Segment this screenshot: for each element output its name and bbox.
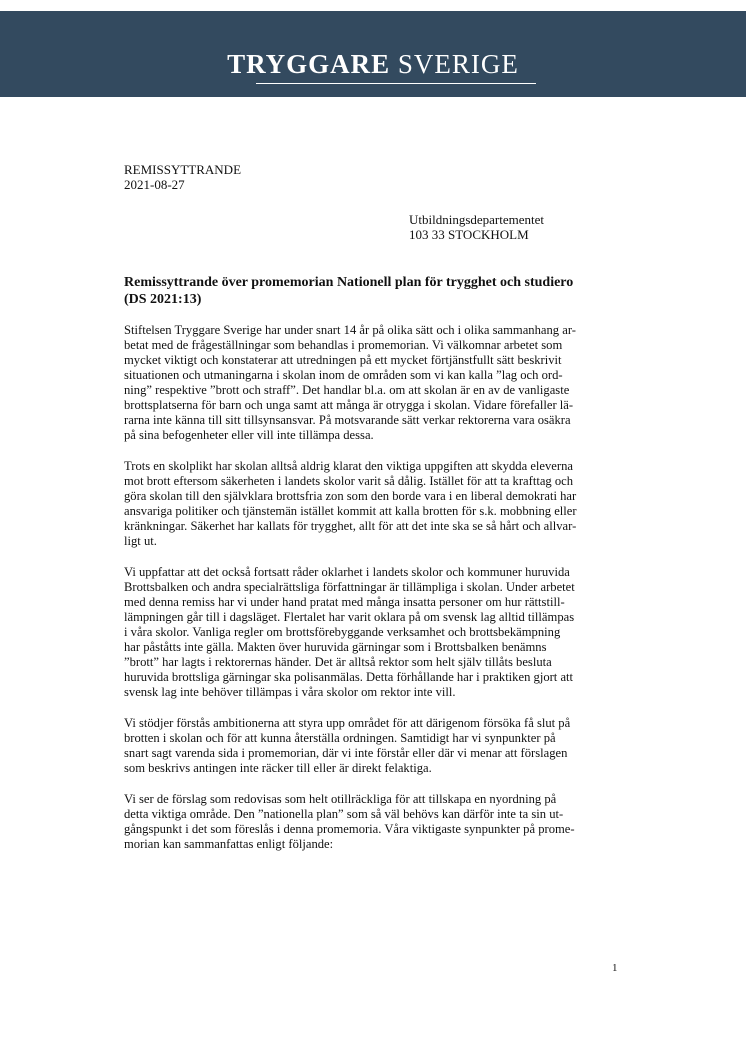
paragraph-line: som beskrivs antingen inte räcker till eller är direkt felaktiga. — [124, 761, 432, 775]
paragraph-line: betat med de frågeställningar som behandlas i promemorian. Vi välkomnar arbetet som — [124, 338, 563, 352]
paragraph-line: detta viktiga område. Den ”nationella plan” som så väl behövs kan därför inte ta sin ut- — [124, 807, 564, 821]
document-meta — [124, 162, 241, 192]
paragraph-line: Vi ser de förslag som redovisas som helt otillräckliga för att tillskapa en nyordning på — [124, 792, 557, 806]
paragraph-line: rarna inte känna till sitt tillsynsansvar. På motsvarande sätt verkar rektorerna vara osäkra — [124, 413, 571, 427]
logo-bold-text: TRYGGARE — [227, 49, 391, 79]
tryggare-sverige-logo — [0, 51, 746, 78]
body-paragraph — [124, 716, 624, 776]
paragraph-line: snart sagt varenda sida i promemorian, där vi inte förstår eller där vi menar att förslagen — [124, 746, 568, 760]
paragraph-line: på sina befogenheter eller vill inte tillämpa dessa. — [124, 428, 374, 442]
paragraph-line: har påståtts inte gälla. Makten över huruvida gärningar som i Brottsbalken benämns — [124, 640, 547, 654]
paragraph-line: ning” respektive ”brott och straff”. Det handlar bl.a. om att skolan är en av de vanligaste — [124, 383, 570, 397]
paragraph-line: svensk lag inte behöver tillämpas i våra skolor om rektor inte vill. — [124, 685, 456, 699]
body-paragraph — [124, 323, 624, 443]
document-body — [124, 323, 624, 868]
paragraph-line: Brottsbalken och andra specialrättsliga författningar är tillämpliga i skolan. Under arbetet — [124, 580, 575, 594]
recipient-block — [409, 212, 544, 242]
recipient-address: 103 33 STOCKHOLM — [409, 227, 529, 242]
paragraph-line: ”brott” har lagts i rektorernas händer. Det är alltså rektor som helt själv tillåts besluta — [124, 655, 552, 669]
paragraph-line: kränkningar. Säkerhet har kallats för trygghet, allt för att det inte ska se så hårt och allvar- — [124, 519, 577, 533]
paragraph-line: mot brott eftersom säkerheten i landets skolor varit så dålig. Istället för att ta krafttag och — [124, 474, 574, 488]
paragraph-line: ansvariga politiker och tjänstemän istället kommit att kalla brotten för s.k. mobbning eller — [124, 504, 577, 518]
paragraph-line: gångspunkt i det som föreslås i denna promemoria. Våra viktigaste synpunkter på prome- — [124, 822, 575, 836]
paragraph-line: Vi uppfattar att det också fortsatt råder oklarhet i landets skolor och kommuner huruvida — [124, 565, 570, 579]
recipient-name: Utbildningsdepartementet — [409, 212, 545, 227]
page-number: 1 — [612, 962, 618, 974]
logo-light-text: SVERIGE — [397, 49, 519, 79]
body-paragraph — [124, 459, 624, 549]
paragraph-line: i våra skolor. Vanliga regler om brottsförebyggande verksamhet och brottsbekämpning — [124, 625, 561, 639]
paragraph-line: situationen och utmaningarna i skolan inom de områden som vi kan kalla ”lag och ord- — [124, 368, 563, 382]
paragraph-line: lämpningen går till i dagsläget. Flertalet har varit oklara på om svensk lag alltid tillämpas — [124, 610, 575, 624]
paragraph-line: med denna remiss har vi under hand pratat med många insatta personer om hur rättstill- — [124, 595, 565, 609]
paragraph-line: huruvida brottsliga gärningar ska polisanmälas. Detta förhållande har i praktiken gjort att — [124, 670, 574, 684]
body-paragraph — [124, 565, 624, 700]
document-date: 2021-08-27 — [124, 177, 185, 192]
document-title — [124, 274, 624, 308]
paragraph-line: Vi stödjer förstås ambitionerna att styra upp området för att därigenom försöka få slut på — [124, 716, 571, 730]
title-line: (DS 2021:13) — [124, 292, 202, 307]
paragraph-line: brottsplatserna för barn och unga samt att många är otrygga i skolan. Vidare förefaller lä- — [124, 398, 574, 412]
document-type: REMISSYTTRANDE — [124, 162, 242, 177]
paragraph-line: Trots en skolplikt har skolan alltså aldrig klarat den viktiga uppgiften att skydda eleverna — [124, 459, 573, 473]
logo-underline — [256, 83, 536, 84]
title-line: Remissyttrande över promemorian Nationell plan för trygghet och studiero — [124, 275, 574, 290]
paragraph-line: Stiftelsen Tryggare Sverige har under snart 14 år på olika sätt och i olika sammanhang ar- — [124, 323, 576, 337]
body-paragraph — [124, 792, 624, 852]
paragraph-line: brotten i skolan och för att kunna återställa ordningen. Samtidigt har vi synpunkter på — [124, 731, 556, 745]
paragraph-line: morian kan sammanfattas enligt följande: — [124, 837, 334, 851]
paragraph-line: göra skolan till den självklara brottsfria zon som den borde vara i en liberal demokrati har — [124, 489, 577, 503]
header-band — [0, 11, 746, 97]
paragraph-line: mycket viktigt och konstaterar att utredningen på ett mycket förtjänstfullt sätt beskrivit — [124, 353, 562, 367]
paragraph-line: ligt ut. — [124, 534, 157, 548]
